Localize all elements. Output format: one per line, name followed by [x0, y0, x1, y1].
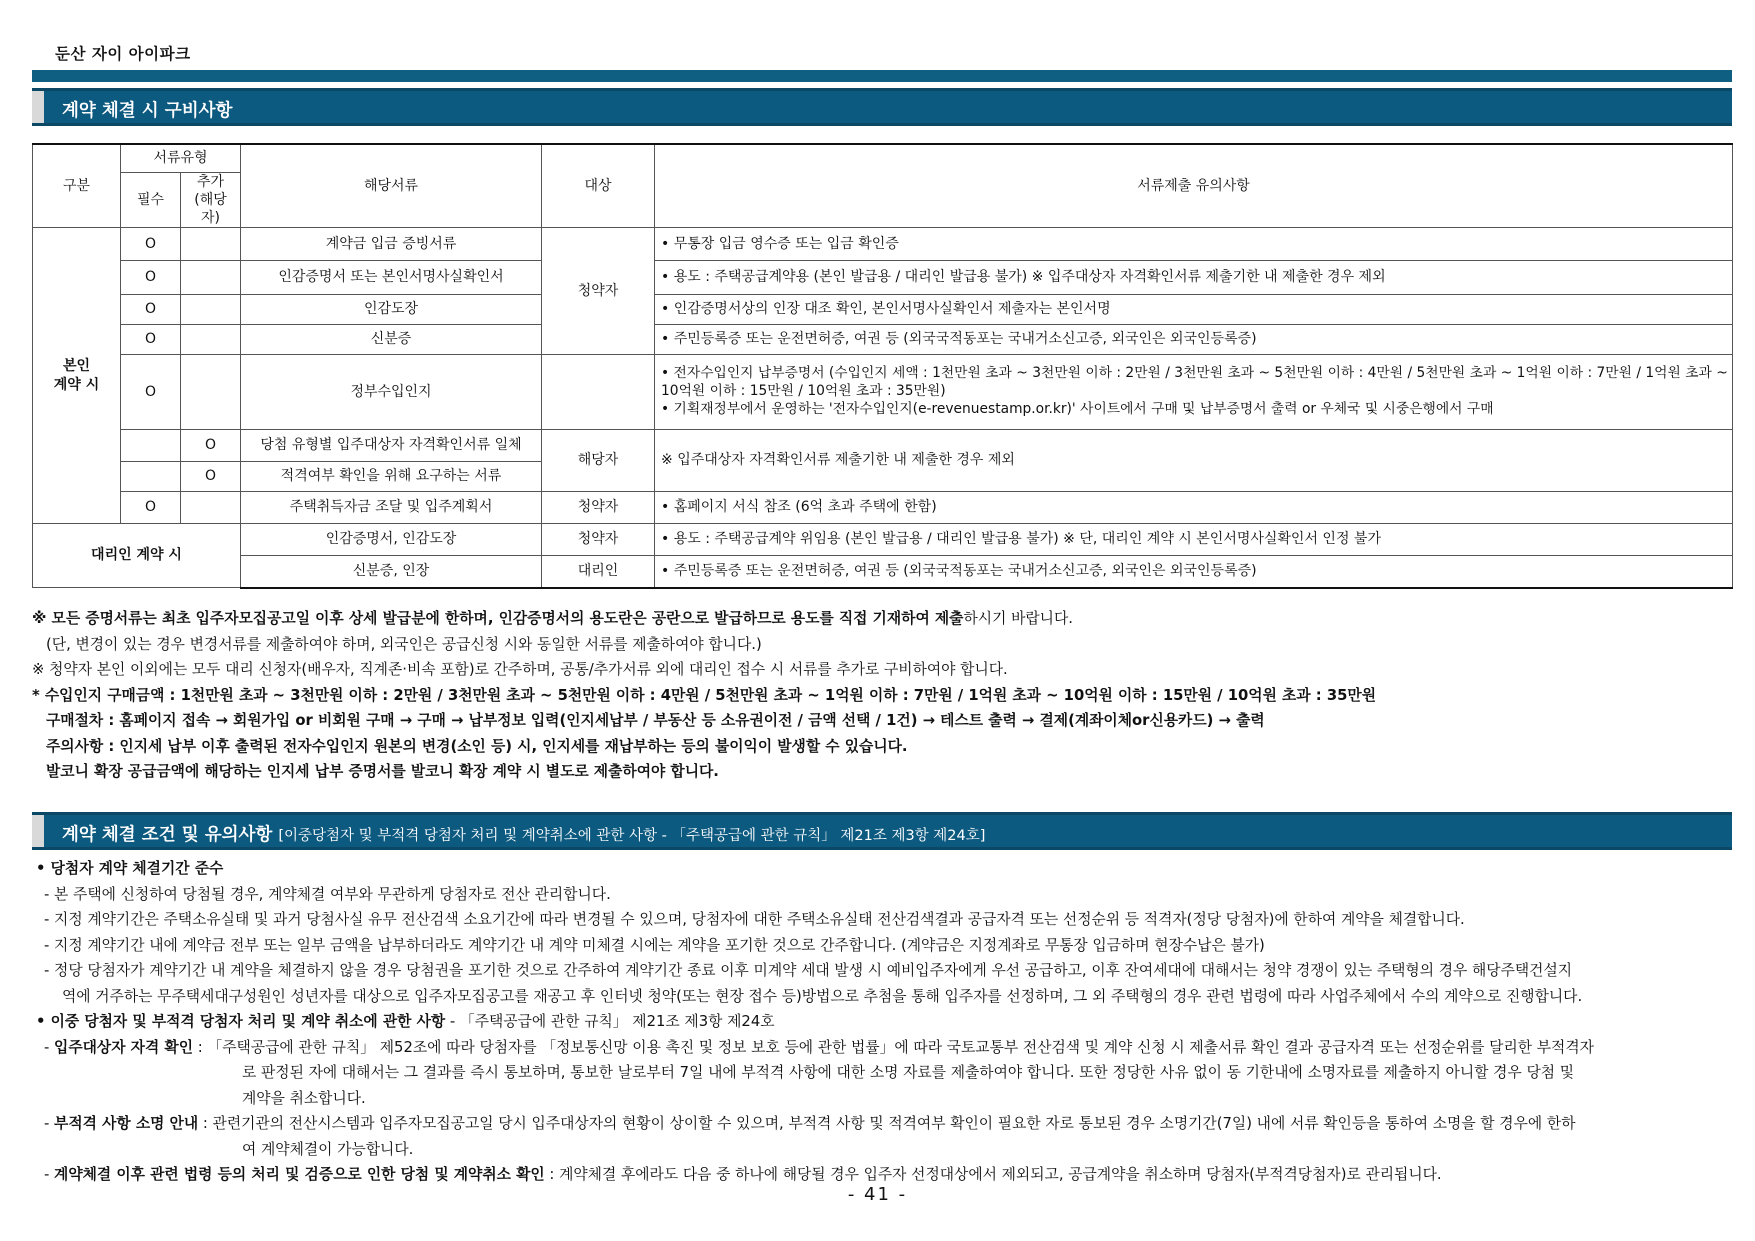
document-name: 정부수입인지 [241, 355, 542, 430]
document-notes [32, 606, 1732, 785]
header-category: 구분 [33, 144, 121, 228]
page-number: - 41 - [847, 1184, 908, 1205]
terms-item: - 지정 계약기간은 주택소유실태 및 과거 당첨사실 유무 전산검색 소요기간에 따라 변경될 수 있으며, 당첨자에 대한 주택소유실태 전산검색결과 공급자격 또는 선정순위 등 적격자(정당 당첨자)에 한하여 계약을 체결합니다. [32, 907, 1732, 933]
site-name: 둔산 자이 아이파크 [55, 45, 191, 63]
table-row [33, 228, 1733, 261]
required-mark: O [121, 492, 181, 524]
header-doc-type: 서류유형 [121, 144, 241, 172]
table-row [33, 325, 1733, 355]
terms-item: - 정당 당첨자가 계약기간 내 계약을 체결하지 않을 경우 당첨권을 포기한 것으로 간주하여 계약기간 종료 이후 미계약 세대 발생 시 예비입주자에게 우선 공급하고, 이후 잔여세대에 대해서는 청약 경쟁이 있는 주택형의 경우 해당주택건설지 [32, 958, 1732, 984]
section-marker [32, 91, 44, 123]
additional-mark: O [181, 430, 241, 462]
note: • 용도 : 주택공급계약용 (본인 발급용 / 대리인 발급용 불가) ※ 입주대상자 자격확인서류 제출기한 내 제출한 경우 제외 [661, 269, 1386, 285]
required-mark: O [121, 325, 181, 355]
terms-label: 계약체결 이후 관련 법령 등의 처리 및 검증으로 인한 당첨 및 계약취소 확인 [54, 1166, 545, 1183]
note-proxy: ※ 청약자 본인 이외에는 모두 대리 신청자(배우자, 직계존·비속 포함)로 간주하며, 공통/추가서류 외에 대리인 접수 시 서류를 추가로 구비하여야 합니다. [32, 661, 1008, 678]
table-header-row [33, 144, 1733, 172]
note: ※ 입주대상자 자격확인서류 제출기한 내 제출한 경우 제외 [655, 430, 1733, 492]
header-notes: 서류제출 유의사항 [655, 144, 1733, 228]
section-title: 계약 체결 시 구비사항 [62, 101, 233, 121]
target-applicable: 해당자 [542, 430, 655, 492]
target-proxy: 대리인 [542, 556, 655, 588]
note-all-documents-tail: 하시기 바랍니다. [963, 610, 1073, 627]
terms-text: : 계약체결 후에라도 다음 중 하나에 해당될 경우 입주자 선정대상에서 제외되고, 공급계약을 취소하며 당첨자(부적격당첨자)로 관리됩니다. [544, 1166, 1442, 1183]
document-name: 신분증, 인장 [241, 556, 542, 588]
table-row [33, 261, 1733, 295]
terms-item: - 본 주택에 신청하여 당첨될 경우, 계약체결 여부와 무관하게 당첨자로 전산 관리합니다. [32, 882, 1732, 908]
terms-item-continued: 역에 거주하는 무주택세대구성원인 성년자를 대상으로 입주자모집공고를 재공고 후 인터넷 청약(또는 현장 접수 등)방법으로 추첨을 통해 입주자를 선정하며, 그 외 주택형의 경우 관련 법령에 따라 사업주체에서 수의 계약으로 진행합니다. [62, 987, 1583, 1005]
section-header-contract-documents [32, 88, 1732, 126]
section-title: 계약 체결 조건 및 유의사항 [62, 825, 273, 845]
group-self-contract: 본인 계약 시 [33, 228, 121, 524]
terms-text-continued: 로 판정된 자에 대해서는 그 결과를 즉시 통보하며, 통보한 날로부터 7일 내에 부적격 사항에 대한 소명 자료를 제출하여야 합니다. 또한 정당한 사유 없이 동 기한내에 소명자료를 제출하지 아니할 경우 당첨 및 [242, 1064, 1575, 1081]
terms-heading-ineligible: 이중 당첨자 및 부적격 당첨자 처리 및 계약 취소에 관한 사항 [50, 1013, 446, 1030]
terms-heading-period: • 당첨자 계약 체결기간 준수 [32, 856, 1732, 882]
note-caution: 주의사항 : 인지세 납부 이후 출력된 전자수입인지 원본의 변경(소인 등) 시, 인지세를 재납부하는 등의 불이익이 발생할 수 있습니다. [46, 737, 908, 755]
note-balcony: 발코니 확장 공급금액에 해당하는 인지세 납부 증명서를 발코니 확장 계약 시 별도로 제출하여야 합니다. [46, 763, 719, 780]
document-name: 계약금 입금 증빙서류 [241, 228, 542, 261]
required-mark: O [121, 228, 181, 261]
table-row [33, 556, 1733, 588]
target-applicant: 청약자 [542, 524, 655, 556]
terms-text-continued: 계약을 취소합니다. [242, 1089, 366, 1107]
table-row [33, 430, 1733, 462]
header-rule [32, 70, 1732, 82]
note: • 홈페이지 서식 참조 (6억 초과 주택에 한함) [661, 499, 937, 515]
note-changes: (단, 변경이 있는 경우 변경서류를 제출하여야 하며, 외국인은 공급신청 시와 동일한 서류를 제출하여야 합니다.) [46, 635, 762, 653]
note: • 기획재정부에서 운영하는 '전자수입인지(e-revenuestamp.or.kr)' 사이트에서 구매 및 납부증명서 출력 or 우체국 및 시중은행에서 구매 [661, 401, 1728, 419]
document-name: 주택취득자금 조달 및 입주계획서 [241, 492, 542, 524]
terms-text-continued: 여 계약체결이 가능합니다. [242, 1140, 414, 1158]
target-applicant: 청약자 [542, 228, 655, 355]
table-row [33, 492, 1733, 524]
document-name: 인감증명서 또는 본인서명사실확인서 [241, 261, 542, 295]
note-purchase-procedure: 구매절차 : 홈페이지 접속 → 회원가입 or 비회원 구매 → 구매 → 납부정보 입력(인지세납부 / 부동산 등 소유권이전 / 금액 선택 / 1건) → 테스트 출력 → 결제(계좌이체or신용카드) → 출력 [46, 712, 1265, 729]
note-all-documents: ※ 모든 증명서류는 최초 입주자모집공고일 이후 상세 발급분에 한하며, 인감증명서의 용도란은 공란으로 발급하므로 용도를 직접 기재하여 제출 [32, 610, 964, 627]
header-additional: 추가 (해당자) [181, 172, 241, 228]
terms-label: 부적격 사항 소명 안내 [54, 1115, 199, 1132]
note: • 주민등록증 또는 운전면허증, 여권 등 (외국국적동포는 국내거소신고증, 외국인은 외국인등록증) [661, 331, 1257, 347]
section-header-contract-conditions [32, 812, 1732, 850]
target-applicant: 청약자 [542, 492, 655, 524]
header-required: 필수 [121, 172, 181, 228]
required-documents-table [32, 143, 1733, 589]
note: • 전자수입인지 납부증명서 (수입인지 세액 : 1천만원 초과 ~ 3천만원 이하 : 2만원 / 3천만원 초과 ~ 5천만원 이하 : 4만원 / 5천만원 초과 ~ 1억원 이하 : 7만원 / 1억원 초과 ~ 10억원 이하 : 15만원 / 10억원 초과 : 35만원) [661, 365, 1728, 401]
header-document: 해당서류 [241, 144, 542, 228]
terms-heading-ref: - 「주택공급에 관한 규칙」 제21조 제3항 제24호 [445, 1013, 775, 1030]
contract-terms [32, 856, 1732, 1188]
terms-label: 입주대상자 자격 확인 [54, 1038, 193, 1056]
section-subtitle: [이중당첨자 및 부적격 당첨자 처리 및 계약취소에 관한 사항 - 「주택공급에 관한 규칙」 제21조 제3항 제24호] [278, 828, 986, 844]
additional-mark: O [181, 462, 241, 492]
group-proxy-contract: 대리인 계약 시 [33, 524, 241, 588]
table-row [33, 355, 1733, 430]
document-name: 적격여부 확인을 위해 요구하는 서류 [241, 462, 542, 492]
note: • 인감증명서상의 인장 대조 확인, 본인서명사실확인서 제출자는 본인서명 [661, 301, 1111, 317]
document-name: 인감도장 [241, 295, 542, 325]
table-row [33, 524, 1733, 556]
note: • 무통장 입금 영수증 또는 입금 확인증 [661, 236, 899, 252]
terms-text: : 관련기관의 전산시스템과 입주자모집공고일 당시 입주대상자의 현황이 상이할 수 있으며, 부적격 사항 및 적격여부 확인이 필요한 자로 통보된 경우 소명기간(7일) 내에 서류 확인등을 통하여 소명을 할 경우에 한하 [198, 1115, 1576, 1132]
required-mark: O [121, 261, 181, 295]
note: • 용도 : 주택공급계약 위임용 (본인 발급용 / 대리인 발급용 불가) ※ 단, 대리인 계약 시 본인서명사실확인서 인정 불가 [661, 531, 1381, 547]
required-mark: O [121, 295, 181, 325]
note-stamp-price: * 수입인지 구매금액 : 1천만원 초과 ~ 3천만원 이하 : 2만원 / 3천만원 초과 ~ 5천만원 이하 : 4만원 / 5천만원 초과 ~ 1억원 이하 : 7만원 / 1억원 초과 ~ 10억원 이하 : 15만원 / 10억원 초과 : 35만원 [32, 686, 1377, 704]
terms-item: - 지정 계약기간 내에 계약금 전부 또는 일부 금액을 납부하더라도 계약기간 내 계약 미체결 시에는 계약을 포기한 것으로 간주합니다. (계약금은 지정계좌로 무통장 입금하며 현장수납은 불가) [32, 933, 1732, 959]
terms-text: : 「주택공급에 관한 규칙」 제52조에 따라 당첨자를 「정보통신망 이용 촉진 및 정보 보호 등에 관한 법률」에 따라 국토교통부 전산검색 및 계약 신청 시 제출서류 확인 결과 공급자격 또는 선정순위를 달리한 부적격자 [193, 1038, 1594, 1056]
document-name: 인감증명서, 인감도장 [241, 524, 542, 556]
section-marker [32, 815, 44, 847]
note: • 주민등록증 또는 운전면허증, 여권 등 (외국국적동포는 국내거소신고증, 외국인은 외국인등록증) [661, 563, 1257, 579]
table-row [33, 295, 1733, 325]
required-mark: O [121, 355, 181, 430]
document-name: 당첨 유형별 입주대상자 자격확인서류 일체 [241, 430, 542, 462]
document-name: 신분증 [241, 325, 542, 355]
header-target: 대상 [542, 144, 655, 228]
